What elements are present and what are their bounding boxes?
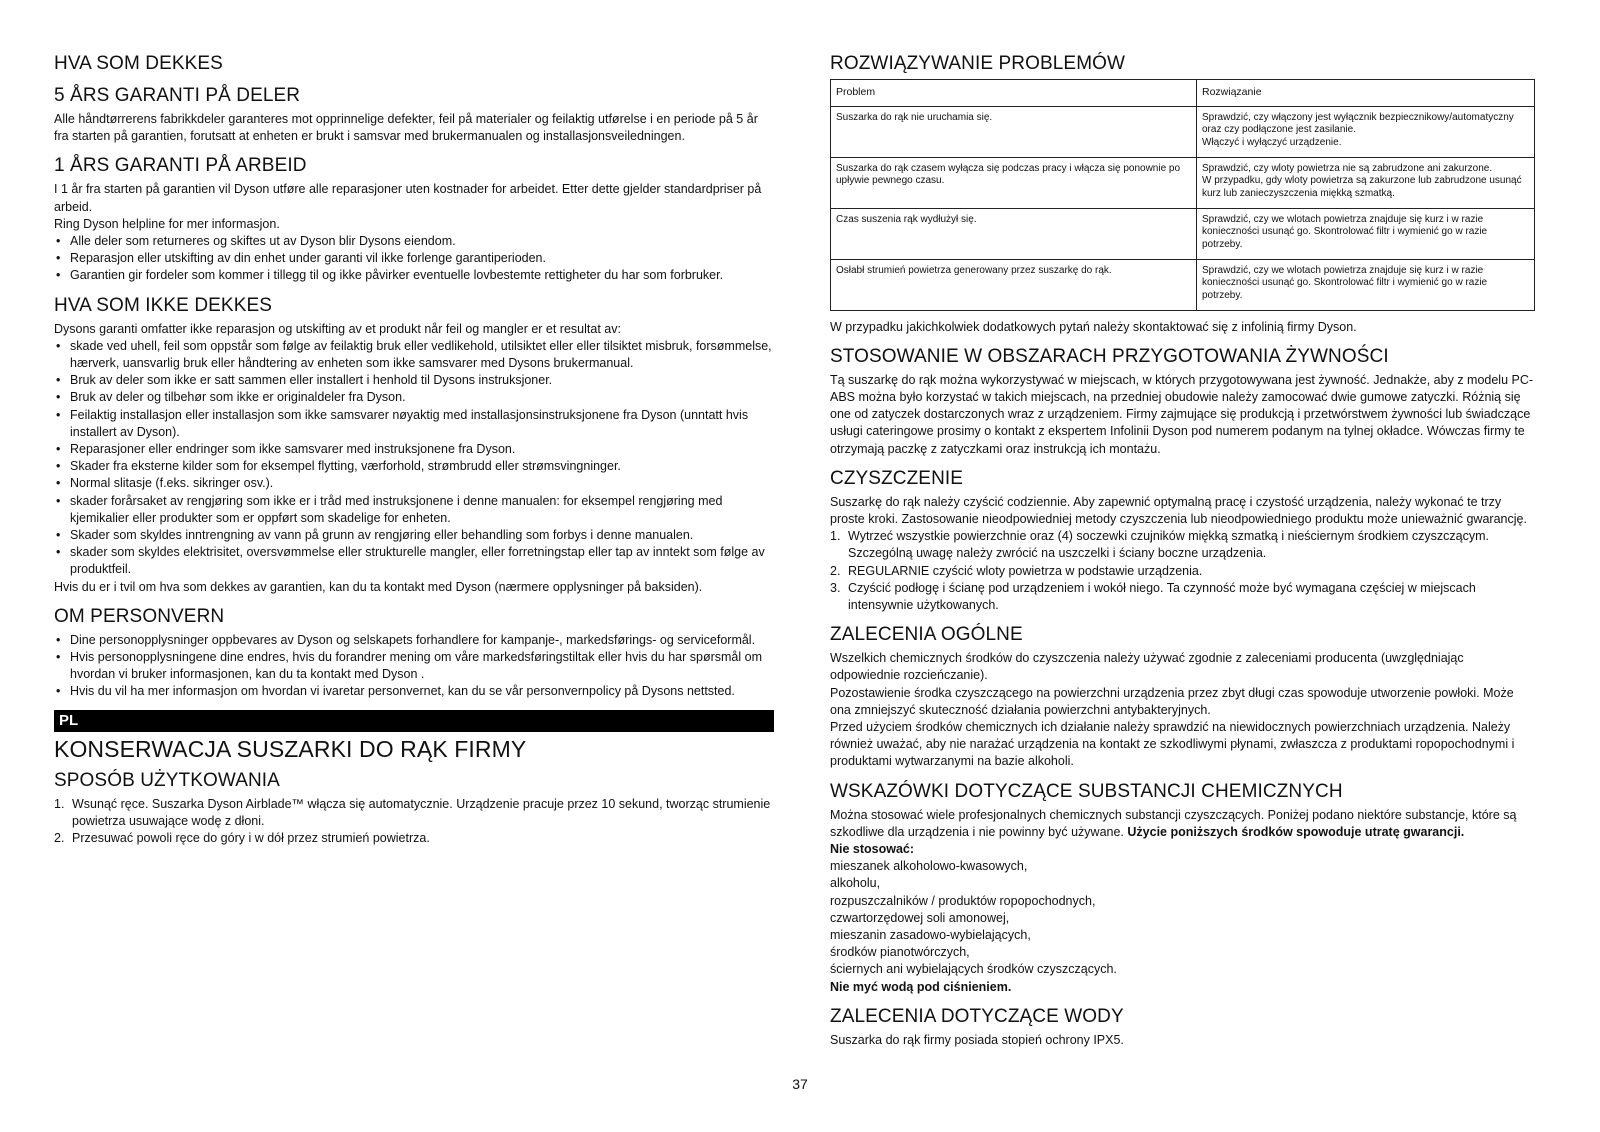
table-row xyxy=(831,259,1535,310)
cell-solution: Sprawdzić, czy wloty powietrza nie są zabrudzone ani zakurzone. W przypadku, gdy wloty powietrza są zakurzone lub zabrudzone usunąć kurz lub zanieczyszczenia miękką szmatką. xyxy=(1197,157,1535,208)
chemicals-intro: Można stosować wiele profesjonalnych chemicznych substancji czyszczących. Poniżej podano niektóre substancje, które są szkodliwe dla urządzenia i nie powinny być używane. xyxy=(830,807,1517,839)
cleaning-text: Suszarkę do rąk należy czyścić codziennie. Aby zapewnić optymalną pracę i czystość urządzenia, należy wykonać te trzy proste kroki. Zastosowanie nieodpowiedniej metody czyszczenia lub nieodpowiedniego produktu może unieważnić gwarancję. xyxy=(830,494,1527,526)
heading-not-covered: HVA SOM IKKE DEKKES xyxy=(54,294,273,316)
section-usage xyxy=(54,769,774,848)
heading-labour-warranty: 1 ÅRS GARANTI PÅ ARBEID xyxy=(54,155,307,177)
list-item: • skader forårsaket av rengjøring som ikke er i tråd med instruksjonene i denne manualen: for eksempel rengjøring med kjemikalier eller produkter som er oppført som skadelige for enheten. xyxy=(54,493,774,527)
chemical-item: czwartorzędowej soli amonowej, xyxy=(830,910,1010,925)
list-item: Przesuwać powoli ręce do góry i w dół przez strumień powietrza. xyxy=(72,831,430,846)
do-not-use-label: Nie stosować: xyxy=(830,841,915,856)
chemical-item: alkoholu, xyxy=(830,876,881,891)
chemical-item: rozpuszczalników / produktów ropopochodnych, xyxy=(830,893,1096,908)
section-not-covered xyxy=(54,294,774,596)
privacy-list xyxy=(54,632,774,701)
list-item: Wytrzeć wszystkie powierzchnie oraz (4) soczewki czujników miękką szmatką i nieściernym środkiem czyszczącym. Szczególną uwagę należy zwrócić na uszczelki i ściany boczne urządzenia. xyxy=(848,529,1490,561)
section-troubleshooting xyxy=(830,52,1535,336)
list-item: • Skader som skyldes inntrengning av vann på grunn av rengjøring eller behandling som forbys i denne manualen. xyxy=(54,527,774,544)
not-covered-list xyxy=(54,338,774,579)
list-item: • Reparasjon eller utskifting av din enhet under garanti vil ikke forlenge garantiperioden. xyxy=(54,250,774,267)
section-general xyxy=(830,623,1535,770)
heading-food-areas: STOSOWANIE W OBSZARACH PRZYGOTOWANIA ŻYWNOŚCI xyxy=(830,345,1389,367)
section-privacy xyxy=(54,605,774,701)
left-column xyxy=(54,52,774,856)
section-chemicals xyxy=(830,780,1535,996)
list-item: • Garantien gir fordeler som kommer i tillegg til og ikke påvirker eventuelle lovbestemte rettigheter du har som forbruker. xyxy=(54,267,774,284)
cell-solution: Sprawdzić, czy we wlotach powietrza znajduje się kurz i w razie konieczności usunąć go. Skontrolować filtr i wymienić go w razie potrzeby. xyxy=(1197,259,1535,310)
chemicals-text xyxy=(830,807,1535,841)
heading-privacy: OM PERSONVERN xyxy=(54,605,225,627)
section-labour-warranty xyxy=(54,154,774,284)
list-item: Czyścić podłogę i ścianę pod urządzeniem i wokół niego. Ta czynność może być wymagana częściej w miejscach intensywnie użytkowanych. xyxy=(848,580,1476,612)
list-item: • Alle deler som returneres og skiftes ut av Dyson blir Dysons eiendom. xyxy=(54,233,774,250)
troubleshooting-table xyxy=(830,79,1535,311)
heading-water: ZALECENIA DOTYCZĄCE WODY xyxy=(830,1005,1124,1027)
page-number: 37 xyxy=(792,1076,808,1092)
right-column xyxy=(830,52,1535,1058)
cell-problem: Suszarka do rąk czasem wyłącza się podczas pracy i włącza się ponownie po upływie pewnego czasu. xyxy=(831,157,1197,208)
heading-troubleshooting: ROZWIĄZYWANIE PROBLEMÓW xyxy=(830,53,1126,74)
heading-cleaning: CZYSZCZENIE xyxy=(830,467,964,489)
main-title: KONSERWACJA SUSZARKI DO RĄK FIRMY xyxy=(54,735,527,762)
list-item: • Bruk av deler og tilbehør som ikke er originaldeler fra Dyson. xyxy=(54,389,774,406)
chemical-item: mieszanin zasadowo-wybielających, xyxy=(830,927,1031,942)
list-item: • Reparasjoner eller endringer som ikke samsvarer med instruksjonene fra Dyson. xyxy=(54,441,774,458)
list-item: • skader som skyldes elektrisitet, oversvømmelse eller strukturelle mangler, eller forretningstap eller tap av inntekt som følge av produktfeil. xyxy=(54,544,774,578)
contact-text: W przypadku jakichkolwiek dodatkowych pytań należy skontaktować się z infolinią firmy Dyson. xyxy=(830,319,1357,334)
helpline-text: Ring Dyson helpline for mer informasjon. xyxy=(54,216,280,231)
labour-text: I 1 år fra starten på garantien vil Dyson utføre alle reparasjoner uten kostnader for arbeidet. Etter dette gjelder standardpriser på arbeid. xyxy=(54,182,762,214)
language-bar: PL xyxy=(54,710,774,732)
table-row xyxy=(831,106,1535,157)
list-item: • Normal slitasje (f.eks. sikringer osv.). xyxy=(54,475,774,492)
list-item: • Skader fra eksterne kilder som for eksempel flytting, værforhold, strømbrudd eller strømsvingninger. xyxy=(54,458,774,475)
heading-chemicals: WSKAZÓWKI DOTYCZĄCE SUBSTANCJI CHEMICZNYCH xyxy=(830,780,1343,802)
labour-list xyxy=(54,233,774,285)
general-text: Pozostawienie środka czyszczącego na powierzchni urządzenia przez zbyt długi czas spowoduje utworzenie powłoki. Może ona zmniejszyć skuteczność działania powierzchni antybakteryjnych. xyxy=(830,685,1514,717)
no-pressure-wash-warning: Nie myć wodą pod ciśnieniem. xyxy=(830,979,1012,994)
column-header-problem: Problem xyxy=(831,80,1197,107)
heading-usage: SPOSÓB UŻYTKOWANIA xyxy=(54,769,280,791)
list-item: • skade ved uhell, feil som oppstår som følge av feilaktig bruk eller vedlikehold, utilsiktet eller eller tilsiktet misbruk, forsømmelse, hærverk, uansvarlig bruk eller håndtering av enheten som ikke samsvarer med Dysons brukermanual. xyxy=(54,338,774,372)
section-parts-warranty xyxy=(54,84,774,145)
warranty-warning: Użycie poniższych środków spowoduje utratę gwarancji. xyxy=(1127,824,1465,839)
water-text: Suszarka do rąk firmy posiada stopień ochrony IPX5. xyxy=(830,1032,1124,1047)
section-water xyxy=(830,1005,1535,1049)
list-item: • Bruk av deler som ikke er satt sammen eller installert i henhold til Dysons instruksjoner. xyxy=(54,372,774,389)
list-item: • Hvis du vil ha mer informasjon om hvordan vi ivaretar personvernet, kan du se vår personvernpolicy på Dysons nettsted. xyxy=(54,683,774,700)
chemical-item: ściernych ani wybielających środków czyszczących. xyxy=(830,962,1117,977)
not-covered-intro: Dysons garanti omfatter ikke reparasjon og utskifting av et produkt når feil og mangler er et resultat av: xyxy=(54,321,621,336)
list-item: • Hvis personopplysningene dine endres, hvis du forandrer mening om våre markedsføringstiltak eller hvis du har spørsmål om hvordan vi bruker informasjonen, kan du ta kontakt med Dyson . xyxy=(54,649,774,683)
doubt-text: Hvis du er i tvil om hva som dekkes av garantien, kan du ta kontakt med Dyson (nærmere opplysninger på baksiden). xyxy=(54,579,703,594)
cell-solution: Sprawdzić, czy we wlotach powietrza znajduje się kurz i w razie konieczności usunąć go. Skontrolować filtr i wymienić go w razie potrzeby. xyxy=(1197,208,1535,259)
section-cleaning xyxy=(830,467,1535,614)
parts-warranty-text: Alle håndtørrerens fabrikkdeler garanteres mot opprinnelige defekter, feil på materialer og feilaktig utførelse i en periode på 5 år fra starten på garantien, forutsatt at enheten er brukt i samsvar med brukermanualen og installasjonsveiledningen. xyxy=(54,112,758,144)
usage-list xyxy=(54,796,774,848)
list-item: • Feilaktig installasjon eller installasjon som ikke samsvarer nøyaktig med installasjonsinstruksjonene fra Dyson (unntatt hvis installert av Dyson). xyxy=(54,407,774,441)
heading-general: ZALECENIA OGÓLNE xyxy=(830,624,1023,646)
table-row xyxy=(831,208,1535,259)
cell-problem: Suszarka do rąk nie uruchamia się. xyxy=(831,106,1197,157)
list-item: Wsunąć ręce. Suszarka Dyson Airblade™ włącza się automatycznie. Urządzenie pracuje przez 10 sekund, tworząc strumienie powietrza usuwające wodę z dłoni. xyxy=(72,796,771,828)
cell-problem: Osłabł strumień powietrza generowany przez suszarkę do rąk. xyxy=(831,259,1197,310)
table-header-row xyxy=(831,80,1535,107)
heading-parts-warranty: 5 ÅRS GARANTI PÅ DELER xyxy=(54,85,301,106)
table-row xyxy=(831,157,1535,208)
chemical-item: środków pianotwórczych, xyxy=(830,945,970,960)
list-item: REGULARNIE czyścić wloty powietrza w podstawie urządzenia. xyxy=(848,563,1203,578)
general-text: Przed użyciem środków chemicznych ich działanie należy sprawdzić na niewidocznych powierzchniach urządzenia. Należy również uważać, aby nie narażać urządzenia na kontakt ze szkodliwymi płynami, zwłaszcza z produktami ropopochodnymi i produktami wytwarzanymi na bazie alkoholi. xyxy=(830,719,1515,769)
list-item: • Dine personopplysninger oppbevares av Dyson og selskapets forhandlere for kampanje-, markedsførings- og serviceformål. xyxy=(54,632,774,649)
heading-covered: HVA SOM DEKKES xyxy=(54,53,223,74)
cell-solution: Sprawdzić, czy włączony jest wyłącznik bezpiecznikowy/automatyczny oraz czy podłączone jest zasilanie. Włączyć i wyłączyć urządzenie. xyxy=(1197,106,1535,157)
section-food-areas xyxy=(830,345,1535,458)
chemical-item: mieszanek alkoholowo-kwasowych, xyxy=(830,859,1028,874)
section-covered xyxy=(54,52,774,75)
food-text: Tą suszarkę do rąk można wykorzystywać w miejscach, w których przygotowywana jest żywność. Jednakże, aby z modelu PC-ABS można było korzystać w takich miejscach, na przedniej obudowie należy zamocować dwie gumowe zatyczki. Różnią się one od zatyczek dostarczonych wraz z urządzeniem. Firmy zajmujące się produkcją i przetwórstwem żywności lub świadczące usługi cateringowe prosimy o kontakt z ekspertem Infolinii Dyson pod numerem podanym na tylnej okładce. Wówczas firmy te otrzymają paczkę z zatyczkami oraz instrukcją ich montażu. xyxy=(830,372,1534,456)
column-header-solution: Rozwiązanie xyxy=(1197,80,1535,107)
cleaning-list xyxy=(830,528,1535,614)
cell-problem: Czas suszenia rąk wydłużył się. xyxy=(831,208,1197,259)
general-text: Wszelkich chemicznych środków do czyszczenia należy używać zgodnie z zaleceniami producenta (uwzględniając odpowiednie rozcieńczanie). xyxy=(830,651,1464,683)
